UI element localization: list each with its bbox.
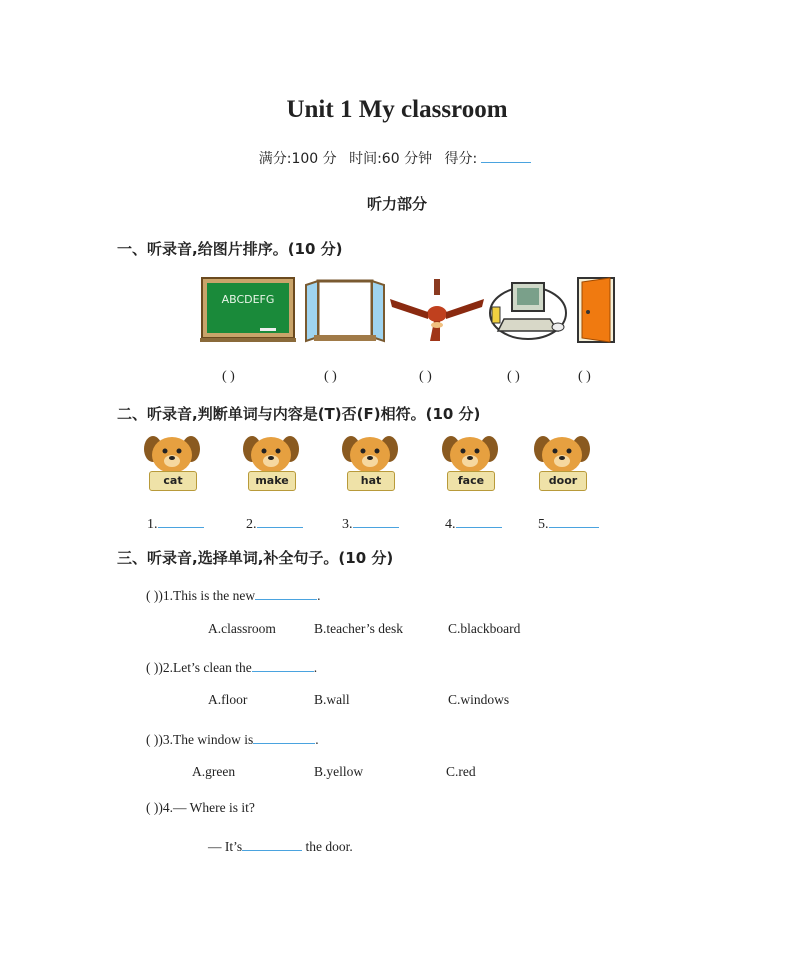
ceiling-fan-picture: [388, 279, 486, 341]
q1-paren-3[interactable]: ( ): [419, 369, 432, 384]
q2-heading: 二、听录音,判断单词与内容是(T)否(F)相符。(10 分): [117, 405, 481, 423]
dog-word-2: make: [248, 471, 296, 491]
q1-paren-2[interactable]: ( ): [324, 369, 337, 384]
dog-word-5: door: [539, 471, 587, 491]
q3-3-option-b[interactable]: B.yellow: [314, 764, 364, 779]
q3-3-option-a[interactable]: A.green: [192, 764, 236, 779]
dog-word-4: face: [447, 471, 495, 491]
q3-paren-1[interactable]: ( ): [146, 588, 159, 603]
q3-2-option-a[interactable]: A.floor: [208, 692, 248, 707]
q1-paren-1[interactable]: ( ): [222, 369, 235, 384]
q3-1-option-b[interactable]: B.teacher’s desk: [314, 621, 403, 636]
q2-answer-4: 4.: [445, 513, 502, 533]
q3-item-3: ( ))3.The window is .: [146, 729, 319, 748]
door-picture: [572, 276, 622, 344]
listening-section-title: 听力部分: [366, 195, 427, 213]
dog-card-5: [533, 433, 591, 495]
q3-1-option-c[interactable]: C.blackboard: [448, 621, 521, 636]
q3-item-4: ( ))4.— Where is it?: [146, 800, 255, 815]
q2-blank-1[interactable]: [158, 513, 204, 528]
q3-4-answer-line: — It’s the door.: [208, 836, 353, 855]
q3-blank-1[interactable]: [255, 585, 317, 600]
q3-item-2: ( ))2.Let’s clean the .: [146, 657, 317, 676]
score-blank[interactable]: [481, 148, 531, 163]
dog-card-4: [441, 433, 499, 495]
score-label: 得分:: [445, 151, 536, 167]
q2-answer-1: 1.: [147, 513, 204, 533]
dog-word-1: cat: [149, 471, 197, 491]
q3-1-option-a[interactable]: A.classroom: [208, 621, 276, 636]
q3-paren-4[interactable]: ( ): [146, 800, 159, 815]
dog-card-2: [242, 433, 300, 495]
q1-paren-5[interactable]: ( ): [578, 369, 591, 384]
q2-blank-5[interactable]: [549, 513, 599, 528]
q2-blank-3[interactable]: [353, 513, 399, 528]
q3-blank-3[interactable]: [253, 729, 315, 744]
blackboard-picture: [200, 276, 300, 344]
board-text: ABCDEFG: [221, 293, 275, 306]
q3-blank-2[interactable]: [252, 657, 314, 672]
dog-card-1: [143, 433, 201, 495]
q3-paren-3[interactable]: ( ): [146, 732, 159, 747]
q1-answer-row: [0, 369, 794, 389]
q2-blank-2[interactable]: [257, 513, 303, 528]
computer-picture: [488, 277, 568, 343]
dog-card-3: [341, 433, 399, 495]
q3-3-option-c[interactable]: C.red: [446, 764, 476, 779]
exam-meta: [0, 148, 794, 168]
q3-heading: 三、听录音,选择单词,补全句子。(10 分): [117, 549, 394, 567]
q3-paren-2[interactable]: ( ): [146, 660, 159, 675]
q2-answer-2: 2.: [246, 513, 303, 533]
time-limit: 时间:60 分钟: [349, 151, 433, 167]
q3-blank-4[interactable]: [242, 836, 302, 851]
dog-word-3: hat: [347, 471, 395, 491]
q2-blank-4[interactable]: [456, 513, 502, 528]
q1-paren-4[interactable]: ( ): [507, 369, 520, 384]
window-picture: [304, 277, 386, 343]
q2-answer-3: 3.: [342, 513, 399, 533]
q2-answer-5: 5.: [538, 513, 599, 533]
q3-item-1: ( ))1.This is the new .: [146, 585, 321, 604]
q3-2-option-c[interactable]: C.windows: [448, 692, 510, 707]
q3-2-option-b[interactable]: B.wall: [314, 692, 350, 707]
full-marks: 满分:100 分: [258, 151, 337, 167]
page-title: Unit 1 My classroom: [286, 96, 508, 123]
q1-heading: 一、听录音,给图片排序。(10 分): [117, 240, 343, 258]
